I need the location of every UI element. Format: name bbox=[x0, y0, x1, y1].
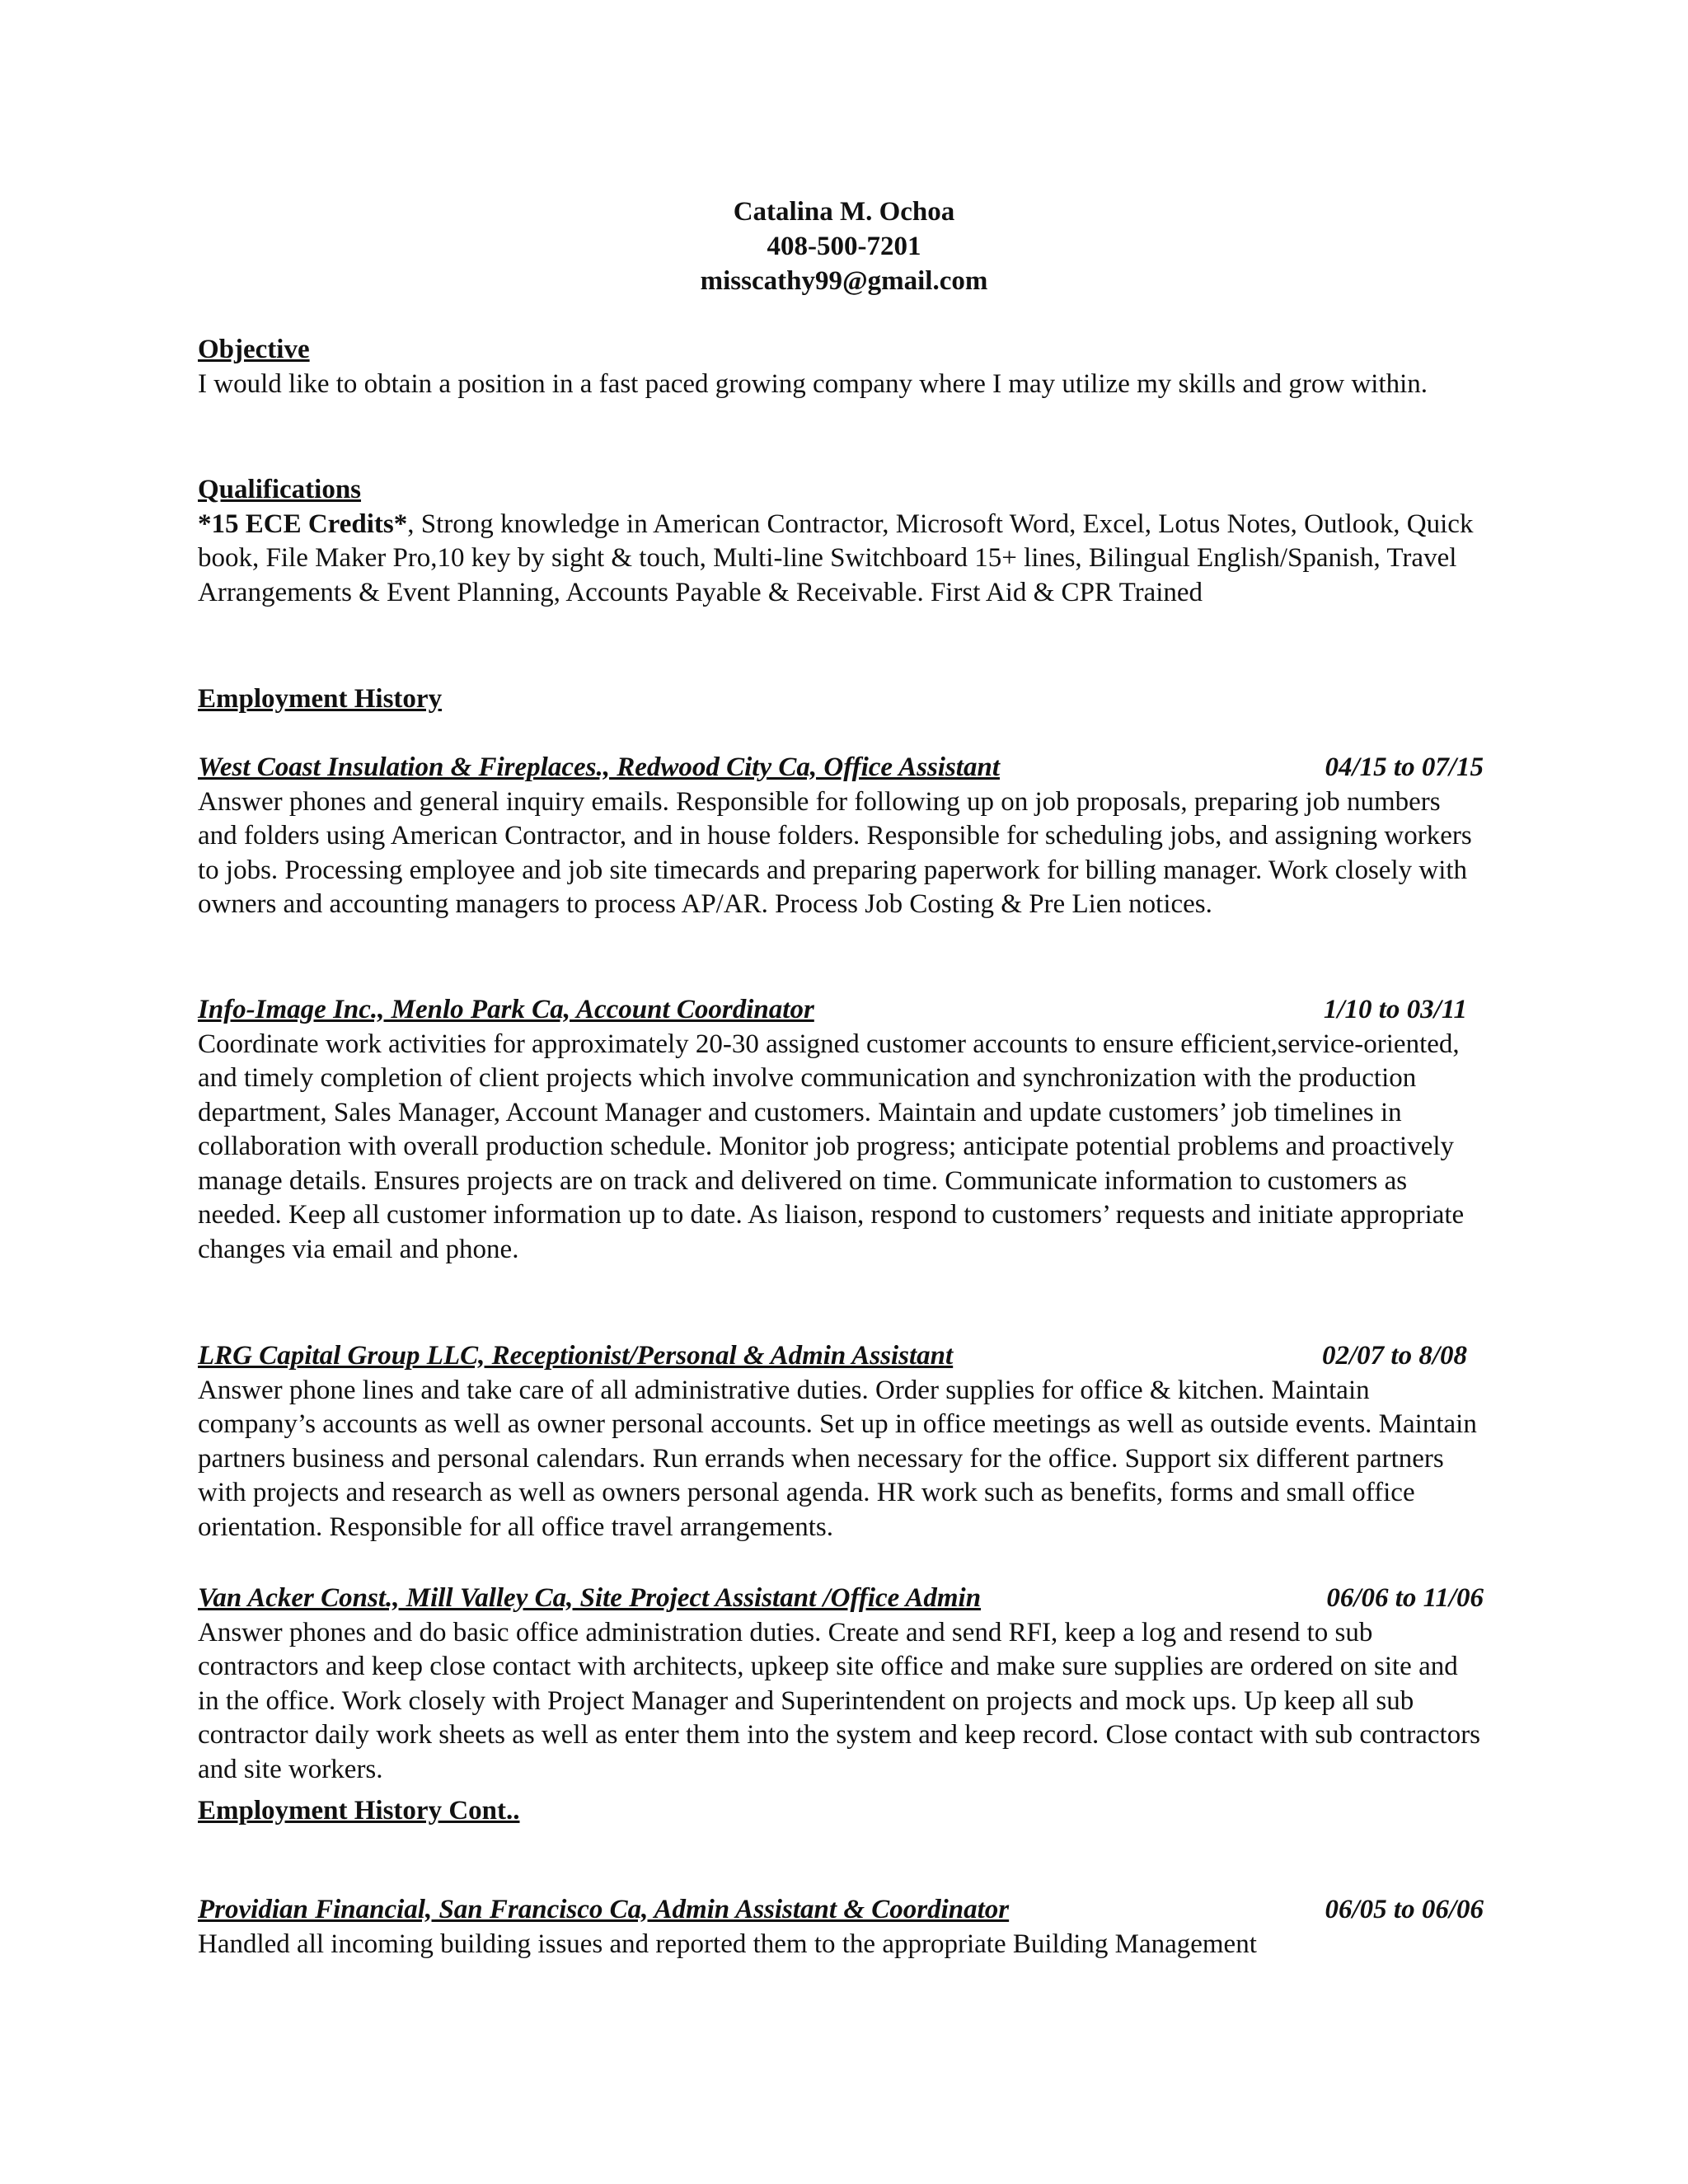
employment-history-cont-heading: Employment History Cont.. bbox=[198, 1796, 520, 1825]
job-title: Van Acker Const., Mill Valley Ca, Site Project Assistant /Office Admin bbox=[198, 1583, 982, 1613]
qualifications-list: , Strong knowledge in American Contractor, Microsoft Word, Excel, Lotus Notes, Outlook, Quick book, File Maker Pro,10 key by sight & touch, Multi-line Switchboard 15+ lines, Bilingual English/Spanish, Travel Arrangements & Event Planning, Accounts Payable & Receivable. First Aid & CPR Trained bbox=[198, 509, 1474, 607]
job-title-row bbox=[198, 751, 1484, 785]
job-title: Info-Image Inc., Menlo Park Ca, Account Coordinator bbox=[198, 995, 814, 1024]
objective-section bbox=[198, 333, 1484, 401]
job-dates: 02/07 to 8/08 bbox=[1321, 1341, 1467, 1371]
job-entry bbox=[198, 993, 1484, 1267]
employment-heading-block bbox=[198, 682, 1484, 717]
job-dates: 04/15 to 07/15 bbox=[1325, 752, 1484, 782]
candidate-name: Catalina M. Ochoa bbox=[733, 197, 955, 227]
job-description: Handled all incoming building issues and reported them to the appropriate Building Management bbox=[198, 1929, 1257, 1959]
employment-cont-heading-block bbox=[198, 1794, 1484, 1829]
job-title-row bbox=[198, 1339, 1484, 1374]
job-title-row bbox=[198, 993, 1484, 1028]
job-entry bbox=[198, 1582, 1484, 1787]
ece-credits-label: *15 ECE Credits* bbox=[198, 509, 408, 539]
job-title: Providian Financial, San Francisco Ca, Admin Assistant & Coordinator bbox=[198, 1895, 1010, 1924]
qualifications-text bbox=[198, 508, 1484, 611]
qualifications-section bbox=[198, 473, 1484, 610]
job-entry bbox=[198, 1893, 1484, 1961]
job-dates: 06/05 to 06/06 bbox=[1325, 1895, 1484, 1924]
job-description: Answer phones and general inquiry emails. Responsible for following up on job proposals, preparing job numbers and folders using American Contractor, and in house folders. Responsible for scheduling jobs, and assigning workers to jobs. Processing employee and job site timecards and preparing paperwork for billing manager. Work closely with owners and accounting managers to process AP/AR. Process Job Costing & Pre Lien notices. bbox=[198, 786, 1472, 919]
job-entry bbox=[198, 751, 1484, 922]
candidate-phone: 408-500-7201 bbox=[767, 232, 921, 261]
candidate-email: misscathy99@gmail.com bbox=[700, 266, 988, 296]
job-title-row bbox=[198, 1582, 1484, 1616]
job-title: West Coast Insulation & Fireplaces., Redwood City Ca, Office Assistant bbox=[198, 752, 1000, 782]
contact-header bbox=[0, 194, 1688, 298]
job-description: Answer phones and do basic office administration duties. Create and send RFI, keep a log and resend to sub contractors and keep close contact with architects, upkeep site office and make sure supplies are ordered on site and in the office. Work closely with Project Manager and Superintendent on projects and mock ups. Up keep all sub contractor daily work sheets as well as enter them into the system and keep record. Close contact with sub contractors and site workers. bbox=[198, 1617, 1481, 1784]
job-entry bbox=[198, 1339, 1484, 1544]
employment-history-heading: Employment History bbox=[198, 684, 443, 714]
objective-heading: Objective bbox=[198, 335, 310, 364]
job-dates: 1/10 to 03/11 bbox=[1323, 995, 1467, 1024]
job-dates: 06/06 to 11/06 bbox=[1326, 1583, 1484, 1613]
job-description: Answer phone lines and take care of all administrative duties. Order supplies for office & kitchen. Maintain company’s accounts as well as owner personal accounts. Set up in office meetings as well as outside events. Maintain partners business and personal calendars. Run errands when necessary for the office. Support six different partners with projects and research as well as owners personal agenda. HR work such as benefits, forms and small office orientation. Responsible for all office travel arrangements. bbox=[198, 1375, 1477, 1542]
job-description: Coordinate work activities for approximately 20-30 assigned customer accounts to ensure efficient,service-oriented, and timely completion of client projects which involve communication and synchronization with the production department, Sales Manager, Account Manager and customers. Maintain and update customers’ job timelines in collaboration with overall production schedule. Monitor job progress; anticipate potential problems and proactively manage details. Ensures projects are on track and delivered on time. Communicate information to customers as needed. Keep all customer information up to date. As liaison, respond to customers’ requests and initiate appropriate changes via email and phone. bbox=[198, 1029, 1465, 1264]
job-title: LRG Capital Group LLC, Receptionist/Personal & Admin Assistant bbox=[198, 1341, 954, 1371]
objective-text: I would like to obtain a position in a fast paced growing company where I may utilize my skills and grow within. bbox=[198, 368, 1428, 399]
job-title-row bbox=[198, 1893, 1484, 1928]
qualifications-heading: Qualifications bbox=[198, 475, 362, 504]
